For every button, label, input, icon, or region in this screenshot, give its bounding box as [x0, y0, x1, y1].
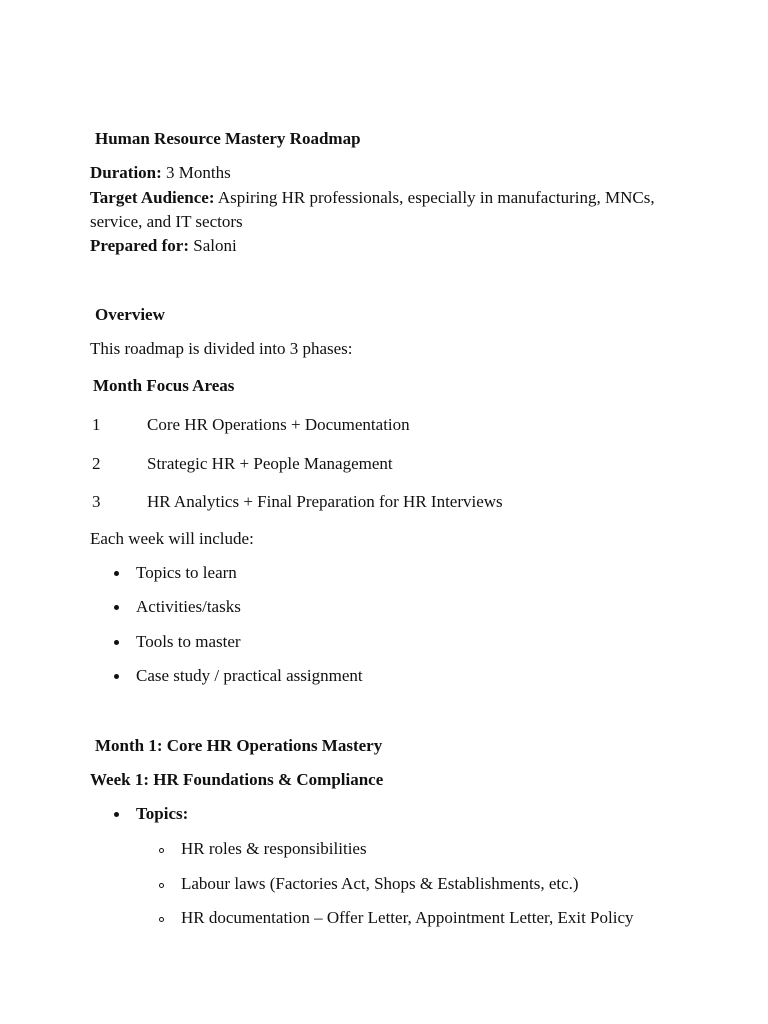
focus-row-area: Core HR Operations + Documentation: [147, 415, 410, 434]
focus-row-month: 1: [92, 415, 101, 434]
focus-table-header: Month Focus Areas: [93, 376, 235, 395]
week-item: Case study / practical assignment: [136, 666, 363, 685]
topic-item: HR documentation – Offer Letter, Appointment Letter, Exit Policy: [181, 908, 634, 927]
prepared-value: Saloni: [188, 236, 237, 255]
audience-value-1: Aspiring HR professionals, especially in manufacturing, MNCs,: [214, 188, 655, 207]
duration-value: 3 Months: [161, 163, 231, 182]
overview-heading: Overview: [95, 305, 165, 324]
week-item: Activities/tasks: [136, 597, 241, 616]
topic-item: HR roles & responsibilities: [181, 839, 367, 858]
prepared-line: [90, 237, 237, 254]
focus-row-month: 3: [92, 492, 101, 511]
topics-label: Topics:: [136, 804, 189, 823]
bullet-icon: [114, 674, 119, 679]
overview-intro: This roadmap is divided into 3 phases:: [90, 339, 353, 358]
document-title: Human Resource Mastery Roadmap: [95, 129, 361, 148]
audience-line-1: [90, 189, 655, 206]
week-intro: Each week will include:: [90, 529, 254, 548]
week-item: Topics to learn: [136, 563, 237, 582]
prepared-label: Prepared for:: [90, 236, 189, 255]
focus-row-month: 2: [92, 454, 101, 473]
sub-bullet-icon: [159, 883, 164, 888]
sub-bullet-icon: [159, 917, 164, 922]
sub-bullet-icon: [159, 848, 164, 853]
focus-row-area: Strategic HR + People Management: [147, 454, 393, 473]
duration-label: Duration:: [90, 163, 162, 182]
week-item: Tools to master: [136, 632, 241, 651]
topic-item: Labour laws (Factories Act, Shops & Establishments, etc.): [181, 874, 579, 893]
audience-label: Target Audience:: [90, 188, 215, 207]
bullet-icon: [114, 571, 119, 576]
bullet-icon: [114, 640, 119, 645]
audience-line-2: service, and IT sectors: [90, 212, 243, 231]
week1-heading: Week 1: HR Foundations & Compliance: [90, 770, 384, 789]
duration-line: [90, 164, 231, 181]
focus-row-area: HR Analytics + Final Preparation for HR Interviews: [147, 492, 503, 511]
bullet-icon: [114, 605, 119, 610]
bullet-icon: [114, 812, 119, 817]
month1-heading: Month 1: Core HR Operations Mastery: [95, 736, 383, 755]
